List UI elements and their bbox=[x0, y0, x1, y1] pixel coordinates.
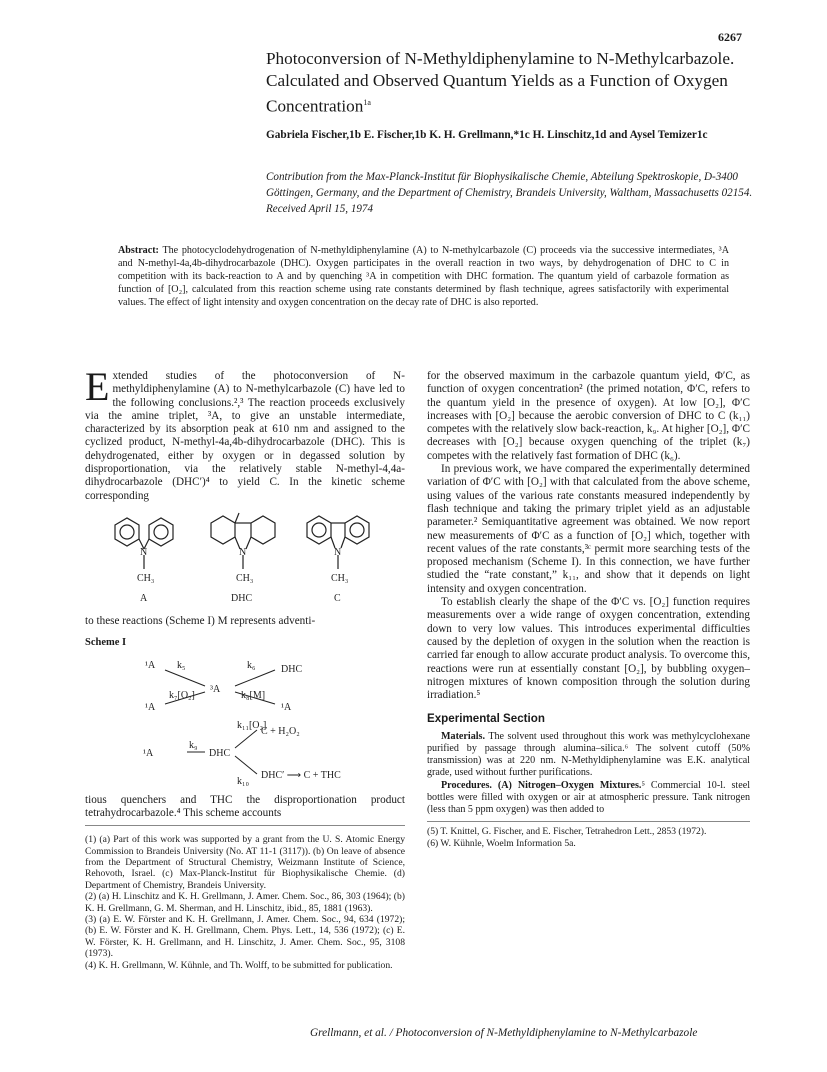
scheme-k8-label: k₈[M] bbox=[241, 689, 266, 701]
label-n-a: N bbox=[140, 546, 148, 558]
right-paragraph-3: To establish clearly the shape of the Φ′C vs. [O₂] function requires measurements over a wide range of oxygen concentration, extending down to very low values. This introduces experimental difficulties caused by the depletion of oxygen in the solution when the reaction is carried far enough to allow accurate product analysis. To overcome this, reactions were run at essentially constant [O₂], by bubbling oxygen–nitrogen mixtures of known composition through the solution during irradiation.⁵ bbox=[427, 596, 750, 702]
scheme-dhc-bottom: DHC bbox=[209, 747, 231, 759]
footnote-1: (1) (a) Part of this work was supported by a grant from the U. S. Atomic Energy Commission to Brandeis University (No. AT 11-1 (3117)). (b) On leave of absence from the Department of Structural Chemistry, Weizmann Institute of Science, Rehovoth, Israel. (c) Max-Planck-Institut für Biophysikalische Chemie. (d) Department of Chemistry, Brandeis University. bbox=[85, 834, 405, 891]
structure-c-drawing bbox=[307, 516, 369, 569]
abstract-text: The photocyclodehydrogenation of N-methyldiphenylamine (A) to N-methylcarbazole (C) proceeds via the successive intermediates, ³A and N-methyl-4a,4b-dihydrocarbazole (DHC). Oxygen participates in the overall reaction in two ways, by dehydrogenation of DHC to C in competition with its back-reaction to A and by quenching ³A in competition with DHC formation. The quantum yield of carbazole formation as function of [O₂], calculated from this reaction scheme using rate constants determined by flash technique, agrees satisfactorily with experimental values. The effect of light intensity and oxygen concentration on the decay rate of DHC is also reported. bbox=[118, 245, 729, 308]
label-ch3-c: CH₃ bbox=[331, 572, 349, 584]
materials-text: The solvent used throughout this work was methylcyclohexane purified by passage through alumina–silica.⁶ The solvent cutoff (50% transmission) was at 220 nm. N-Methyldiphenylamine was E.K. analytical grade, used without further purifications. bbox=[427, 730, 750, 779]
drop-cap: E bbox=[85, 364, 110, 409]
scheme-diagram bbox=[85, 656, 405, 794]
abstract-label: Abstract: bbox=[118, 245, 159, 256]
label-ch3-a: CH₃ bbox=[137, 572, 155, 584]
label-a: A bbox=[140, 592, 148, 604]
affiliation: Contribution from the Max-Planck-Institut für Biophysikalische Chemie, Abteilung Spektroskopie, D-3400 Göttingen, Germany, and the Department of Chemistry, Brandeis University, Waltham, Massachusetts 02154. Received April 15, 1974 bbox=[266, 171, 753, 215]
left-column bbox=[85, 364, 405, 971]
intro-text: xtended studies of the photoconversion of N-methyldiphenylamine (A) to N-methylcarbazole (C) have led to the following conclusions.²,³ The reaction proceeds exclusively via the amine triplet, ³A, to give an unstable intermediate, characterized by its absorption peak at 610 nm and assigned to the cyclized product, N-methyl-4a,4b-dihydrocarbazole (DHC). This is dehydrogenated, either by oxygen or in degassed solution by disproportionation, via the relatively stable N-methyl-4,4a-dihydrocarbazole (DHC′)⁴ to yield C. In the kinetic scheme corresponding bbox=[85, 370, 405, 502]
abstract bbox=[118, 245, 729, 310]
procedures-label: Procedures. (A) Nitrogen–Oxygen Mixtures. bbox=[441, 779, 642, 791]
structure-labels bbox=[137, 547, 348, 604]
label-n-c: N bbox=[334, 546, 342, 558]
structure-dhc-drawing bbox=[211, 513, 275, 569]
experimental-section-heading: Experimental Section bbox=[427, 712, 545, 726]
scheme-c-h2o2: C + H₂O₂ bbox=[261, 725, 300, 737]
label-c: C bbox=[334, 592, 341, 604]
right-column bbox=[427, 370, 750, 849]
scheme-one-a-left: ¹A bbox=[145, 701, 156, 713]
scheme-k11-label: k₁₁[O₂] bbox=[237, 719, 267, 731]
label-dhc: DHC bbox=[231, 592, 253, 604]
author-list: Gabriela Fischer,1b E. Fischer,1b K. H. Grellmann,*1c H. Linschitz,1d and Aysel Temizer1c bbox=[266, 129, 708, 141]
label-ch3-dhc: CH₃ bbox=[236, 572, 254, 584]
footnote-4: (4) K. H. Grellmann, W. Kühnle, and Th. Wolff, to be submitted for publication. bbox=[85, 959, 393, 971]
after-structures-text: to these reactions (Scheme I) M represents adventi- bbox=[85, 614, 316, 627]
right-footnote-divider bbox=[427, 821, 750, 822]
structure-a-drawing bbox=[115, 518, 173, 569]
structures-figure bbox=[85, 505, 405, 613]
footnote-2: (2) (a) H. Linschitz and K. H. Grellmann, J. Amer. Chem. Soc., 86, 303 (1964); (b) K. H. Grellmann, G. M. Sherman, and H. Linschitz, ibid., 85, 1881 (1963). bbox=[85, 891, 405, 914]
scheme-labels bbox=[143, 660, 341, 787]
scheme-k6-label: k₆ bbox=[247, 659, 256, 671]
scheme-three-a: ³A bbox=[210, 683, 221, 695]
title-footnote: 1a bbox=[363, 98, 371, 107]
page-number: 6267 bbox=[718, 30, 742, 44]
scheme-k9-label: k₉ bbox=[189, 739, 198, 751]
scheme-k5-label: k₅ bbox=[177, 659, 186, 671]
running-footer: Grellmann, et al. / Photoconversion of N-Methyldiphenylamine to N-Methylcarbazole bbox=[310, 1027, 698, 1039]
scheme-figure bbox=[85, 656, 405, 794]
scheme-dhcp-chain: DHC′ ⟶ C + THC bbox=[261, 769, 341, 781]
intro-paragraph bbox=[85, 364, 405, 503]
footnote-5: (5) T. Knittel, G. Fischer, and E. Fischer, Tetrahedron Lett., 2853 (1972). bbox=[427, 826, 707, 838]
article-title bbox=[266, 48, 766, 118]
scheme-k10-label: k₁₀ bbox=[237, 775, 249, 787]
materials-paragraph bbox=[427, 731, 750, 780]
procedures-text: ⁵ Commercial 10-l. steel bottles were filled with oxygen or air at atmospheric pressure. Tank nitrogen (less than 5 ppm oxygen) was then added to bbox=[427, 779, 750, 815]
right-paragraph-1: for the observed maximum in the carbazole quantum yield, Φ′C, as function of oxygen concentration² (the primed notation, Φ′C, refers to the quantum yield in the presence of oxygen). At low [O₂], Φ′C increases with [O₂] because the aerobic conversion of DHC to C (k₁₁) competes with the relatively slow back-reaction, k₉. At higher [O₂], Φ′C decreases with [O₂] because oxygen quenching of the triplet (k₇) competes with the relatively fast formation of DHC (k₆). bbox=[427, 370, 750, 462]
footnote-6: (6) W. Kühnle, Woelm Information 5a. bbox=[427, 837, 576, 849]
right-paragraph-2: In previous work, we have compared the experimentally determined variation of Φ′C with [O₂] with that calculated from the above scheme, using values of the various rate constants measured independently by flash technique and taking the primary triplet yield as an adjustable parameter.² Semiquantitative agreement was obtained. We now report new measurements of Φ′C as a function of [O₂] which, together with recent values of the rate constants,³ᶜ permit more searching tests of the proposed mechanism (Scheme I). In this connection, we have further studied the “rate constant,” k₁₁, and show that it depends on light intensity and oxygen concentration. bbox=[427, 463, 750, 595]
footnote-3: (3) (a) E. W. Förster and K. H. Grellmann, J. Amer. Chem. Soc., 94, 634 (1972); (b) E. W. Förster and K. H. Grellmann, Chem. Phys. Lett., 14, 536 (1972); (c) E. W. Förster, K. H. Grellmann, and H. Linschitz, J. Amer. Chem. Soc., 95, 3108 (1973). bbox=[85, 914, 405, 960]
chemical-structures bbox=[85, 505, 405, 613]
footnote-divider bbox=[85, 825, 405, 826]
procedures-paragraph bbox=[427, 780, 750, 817]
label-n-dhc: N bbox=[239, 546, 247, 558]
scheme-one-a-bottom: ¹A bbox=[143, 747, 154, 759]
scheme-dhc-top: DHC bbox=[281, 663, 303, 675]
scheme-label: Scheme I bbox=[85, 637, 127, 649]
title-text: Photoconversion of N-Methyldiphenylamine to N-Methylcarbazole. Calculated and Observed Quantum Yields as a Function of Oxygen Concentration bbox=[266, 49, 735, 116]
right-footnotes bbox=[427, 826, 750, 849]
scheme-k7-label: k₇[O₂] bbox=[169, 689, 195, 701]
materials-label: Materials. bbox=[441, 730, 486, 742]
scheme-one-a-top: ¹A bbox=[145, 659, 156, 671]
after-scheme-text: tious quenchers and THC the disproportionation product tetrahydrocarbazole.⁴ This scheme accounts bbox=[85, 793, 405, 819]
left-footnotes bbox=[85, 834, 405, 971]
scheme-one-a-right: ¹A bbox=[281, 701, 292, 713]
